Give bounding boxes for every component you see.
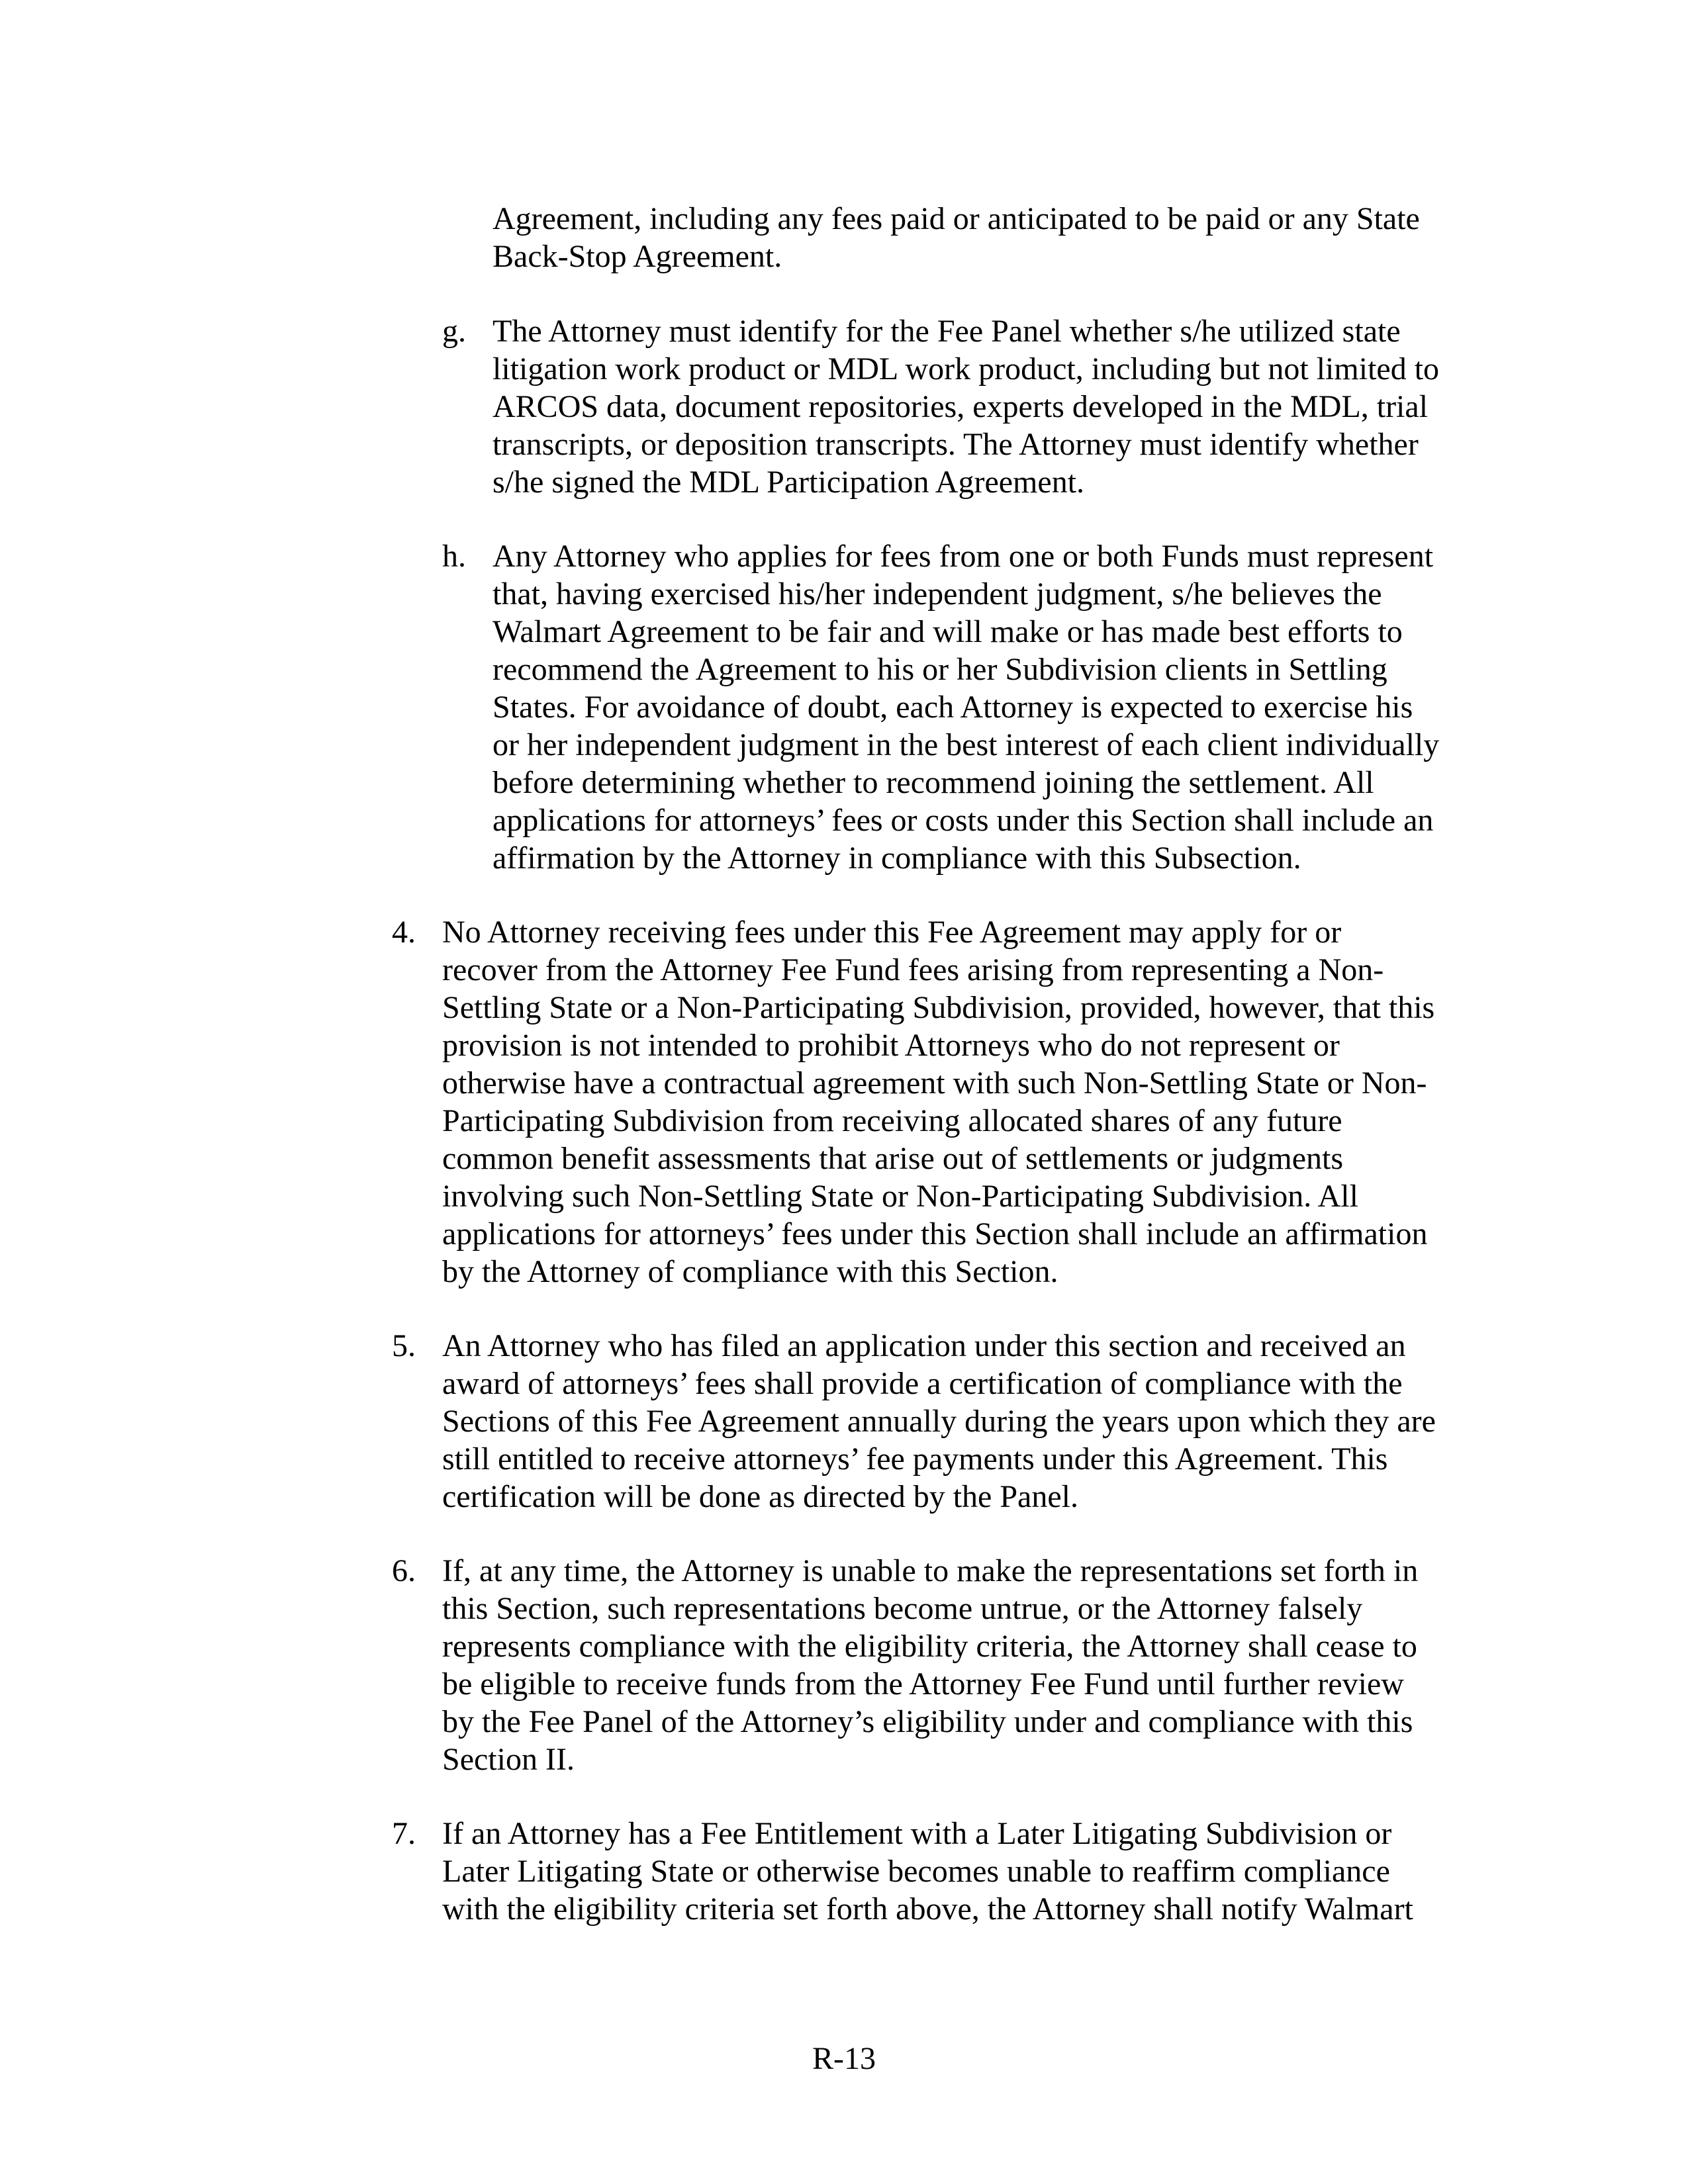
page-number: R-13 xyxy=(812,2041,876,2076)
paragraph-line: by the Fee Panel of the Attorney’s eligibility under and compliance with this xyxy=(442,1704,1413,1739)
paragraph-line: Back-Stop Agreement. xyxy=(492,239,782,274)
paragraph-line: If, at any time, the Attorney is unable to make the representations set forth in xyxy=(442,1553,1419,1588)
paragraph-line: If an Attorney has a Fee Entitlement with a Later Litigating Subdivision or xyxy=(442,1816,1392,1851)
paragraph-line: Agreement, including any fees paid or anticipated to be paid or any State xyxy=(492,201,1420,236)
paragraph-line: transcripts, or deposition transcripts. The Attorney must identify whether xyxy=(492,427,1419,462)
paragraph-line: The Attorney must identify for the Fee Panel whether s/he utilized state xyxy=(492,314,1401,349)
paragraph-line: Walmart Agreement to be fair and will make or has made best efforts to xyxy=(492,614,1403,649)
paragraph-line: with the eligibility criteria set forth above, the Attorney shall notify Walmart xyxy=(442,1891,1413,1927)
continuation-paragraph xyxy=(492,200,1420,275)
paragraph-line: that, having exercised his/her independent judgment, s/he believes the xyxy=(492,576,1382,612)
paragraph-line: Section II. xyxy=(442,1742,575,1777)
paragraph-line: represents compliance with the eligibility criteria, the Attorney shall cease to xyxy=(442,1629,1417,1664)
paragraph-line: by the Attorney of compliance with this Section. xyxy=(442,1254,1058,1289)
list-marker-h: h. xyxy=(442,539,466,574)
paragraph-line: recommend the Agreement to his or her Subdivision clients in Settling xyxy=(492,652,1387,687)
paragraph-line: common benefit assessments that arise out of settlements or judgments xyxy=(442,1141,1344,1176)
paragraph-line: ARCOS data, document repositories, experts developed in the MDL, trial xyxy=(492,389,1429,424)
paragraph-line: applications for attorneys’ fees or costs under this Section shall include an xyxy=(492,803,1434,838)
paragraph-line: Settling State or a Non-Participating Subdivision, provided, however, that this xyxy=(442,990,1435,1025)
paragraph-line: award of attorneys’ fees shall provide a certification of compliance with the xyxy=(442,1366,1403,1401)
paragraph-line: before determining whether to recommend joining the settlement. All xyxy=(492,765,1374,800)
paragraph-line: certification will be done as directed by the Panel. xyxy=(442,1479,1078,1514)
paragraph-line: Sections of this Fee Agreement annually during the years upon which they are xyxy=(442,1404,1436,1439)
paragraph-line: still entitled to receive attorneys’ fee payments under this Agreement. This xyxy=(442,1441,1388,1477)
paragraph-line: States. For avoidance of doubt, each Attorney is expected to exercise his xyxy=(492,690,1413,725)
paragraph-line: Participating Subdivision from receiving allocated shares of any future xyxy=(442,1103,1342,1138)
list-item-g xyxy=(492,312,1439,501)
paragraph-line: litigation work product or MDL work product, including but not limited to xyxy=(492,351,1440,387)
list-marker-4: 4. xyxy=(392,915,416,950)
list-item-7 xyxy=(442,1815,1413,1928)
list-item-4 xyxy=(442,913,1434,1291)
list-marker-g: g. xyxy=(442,314,466,349)
paragraph-line: Later Litigating State or otherwise becomes unable to reaffirm compliance xyxy=(442,1854,1390,1889)
paragraph-line: recover from the Attorney Fee Fund fees arising from representing a Non- xyxy=(442,952,1384,987)
paragraph-line: provision is not intended to prohibit Attorneys who do not represent or xyxy=(442,1028,1340,1063)
paragraph-line: An Attorney who has filed an application under this section and received an xyxy=(442,1328,1406,1363)
paragraph-line: affirmation by the Attorney in compliance with this Subsection. xyxy=(492,841,1301,876)
list-item-6 xyxy=(442,1552,1418,1778)
paragraph-line: otherwise have a contractual agreement with such Non-Settling State or Non- xyxy=(442,1066,1427,1101)
list-marker-5: 5. xyxy=(392,1328,416,1363)
paragraph-line: be eligible to receive funds from the Attorney Fee Fund until further review xyxy=(442,1666,1404,1702)
list-item-5 xyxy=(442,1327,1436,1516)
paragraph-line: Any Attorney who applies for fees from one or both Funds must represent xyxy=(492,539,1434,574)
paragraph-line: or her independent judgment in the best interest of each client individually xyxy=(492,727,1440,762)
paragraph-line: this Section, such representations become untrue, or the Attorney falsely xyxy=(442,1591,1363,1626)
list-marker-7: 7. xyxy=(392,1816,416,1851)
paragraph-line: involving such Non-Settling State or Non-Participating Subdivision. All xyxy=(442,1179,1358,1214)
list-item-h xyxy=(492,537,1439,877)
paragraph-line: s/he signed the MDL Participation Agreement. xyxy=(492,465,1085,500)
paragraph-line: No Attorney receiving fees under this Fee Agreement may apply for or xyxy=(442,915,1342,950)
paragraph-line: applications for attorneys’ fees under this Section shall include an affirmation xyxy=(442,1216,1428,1251)
list-marker-6: 6. xyxy=(392,1553,416,1588)
